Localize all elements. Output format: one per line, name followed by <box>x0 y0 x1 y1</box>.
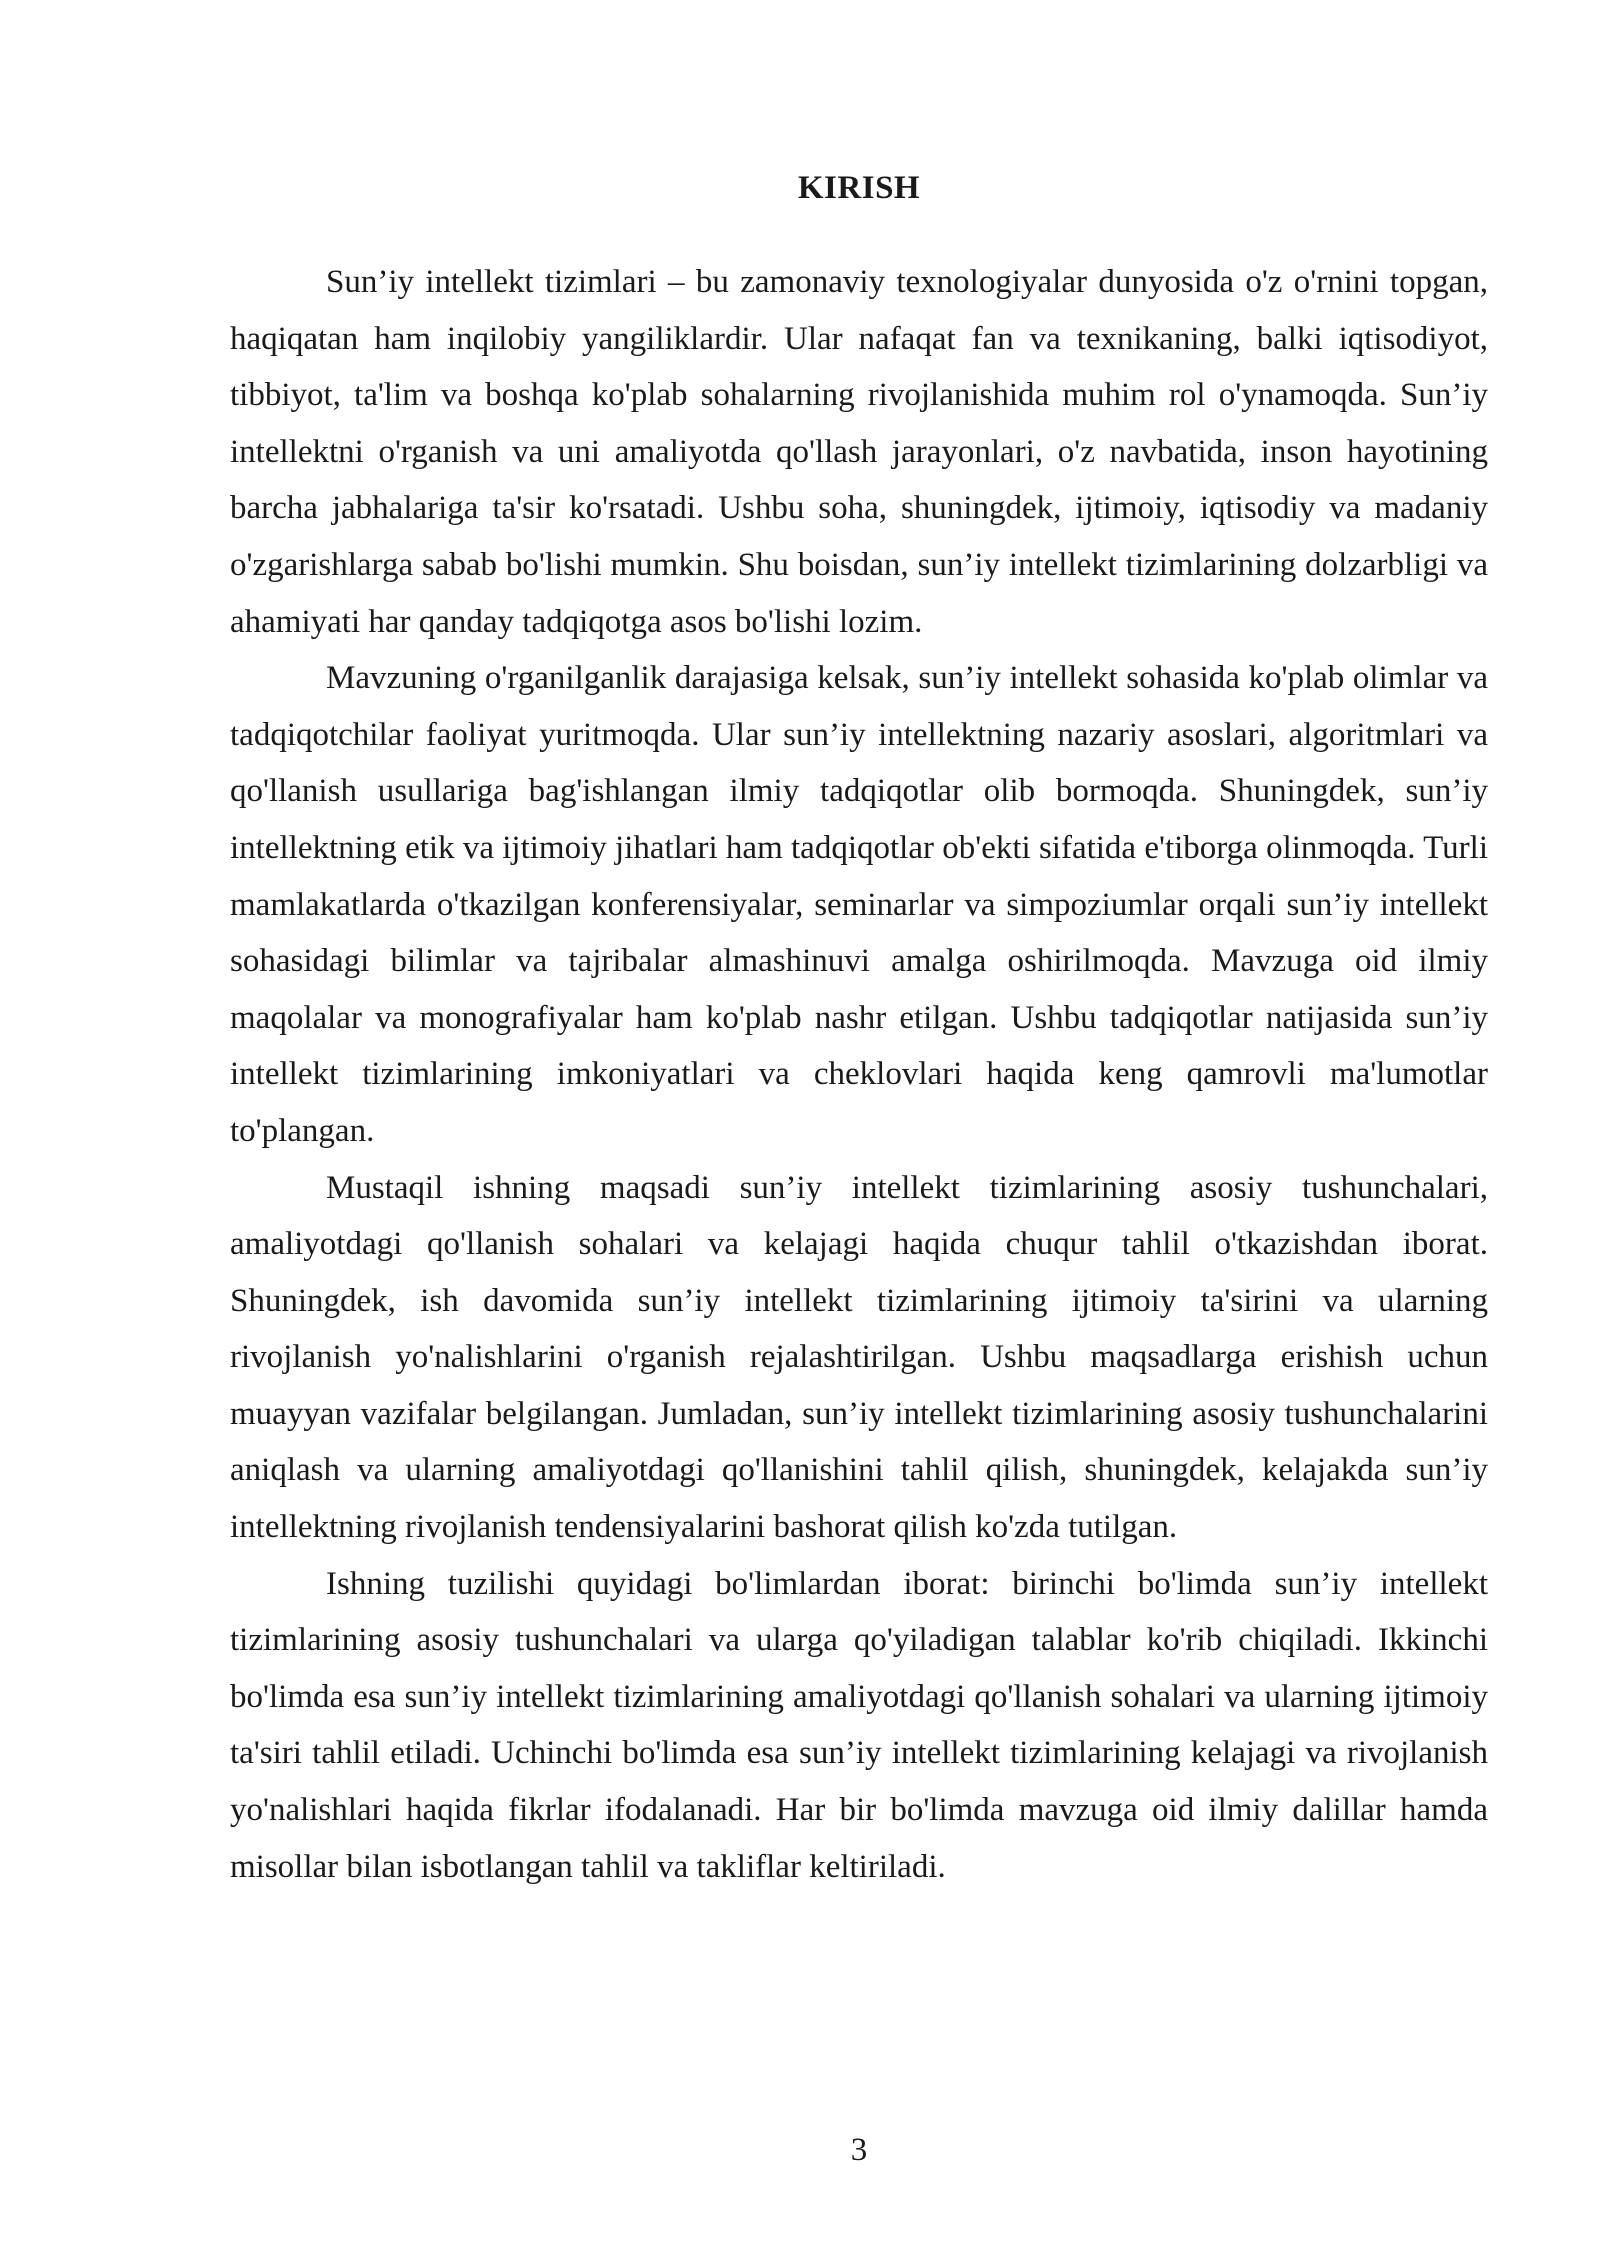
page-number: 3 <box>850 2132 868 2168</box>
paragraph-introduction: Sun’iy intellekt tizimlari – bu zamonaviy texnologiyalar dunyosida o'z o'rnini topgan, haqiqatan ham inqilobiy yangiliklardir. Ular nafaqat fan va texnikaning, balki iqtisodiyot, tibbiyot, ta'lim va boshqa ko'plab sohalarning rivojlanishida muhim rol o'ynamoqda. Sun’iy intellektni o'rganish va uni amaliyotda qo'llash jarayonlari, o'z navbatida, inson hayotining barcha jabhalariga ta'sir ko'rsatadi. Ushbu soha, shuningdek, ijtimoiy, iqtisodiy va madaniy o'zgarishlarga sabab bo'lishi mumkin. Shu boisdan, sun’iy intellekt tizimlarining dolzarbligi va ahamiyati har qanday tadqiqotga asos bo'lishi lozim. <box>230 264 1488 640</box>
body-text <box>230 254 1488 1895</box>
paragraph-structure: Ishning tuzilishi quyidagi bo'limlardan iborat: birinchi bo'limda sun’iy intellekt tizimlarining asosiy tushunchalari va ularga qo'yiladigan talablar ko'rib chiqiladi. Ikkinchi bo'limda esa sun’iy intellekt tizimlarining amaliyotdagi qo'llanish sohalari va ularning ijtimoiy ta'siri tahlil etiladi. Uchinchi bo'limda esa sun’iy intellekt tizimlarining kelajagi va rivojlanish yo'nalishlari haqida fikrlar ifodalanadi. Har bir bo'limda mavzuga oid ilmiy dalillar hamda misollar bilan isbotlangan tahlil va takliflar keltiriladi. <box>230 1565 1488 1885</box>
page-title: KIRISH <box>797 170 921 206</box>
paragraph-goals: Mustaqil ishning maqsadi sun’iy intellekt tizimlarining asosiy tushunchalari, amaliyotdagi qo'llanish sohalari va kelajagi haqida chuqur tahlil o'tkazishdan iborat. Shuningdek, ish davomida sun’iy intellekt tizimlarining ijtimoiy ta'sirini va ularning rivojlanish yo'nalishlarini o'rganish rejalashtirilgan. Ushbu maqsadlarga erishish uchun muayyan vazifalar belgilangan. Jumladan, sun’iy intellekt tizimlarining asosiy tushunchalarini aniqlash va ularning amaliyotdagi qo'llanishini tahlil qilish, shuningdek, kelajakda sun’iy intellektning rivojlanish tendensiyalarini bashorat qilish ko'zda tutilgan. <box>230 1169 1488 1546</box>
paragraph-research-level: Mavzuning o'rganilganlik darajasiga kelsak, sun’iy intellekt sohasida ko'plab olimlar va tadqiqotchilar faoliyat yuritmoqda. Ular sun’iy intellektning nazariy asoslari, algoritmlari va qo'llanish usullariga bag'ishlangan ilmiy tadqiqotlar olib bormoqda. Shuningdek, sun’iy intellektning etik va ijtimoiy jihatlari ham tadqiqotlar ob'ekti sifatida e'tiborga olinmoqda. Turli mamlakatlarda o'tkazilgan konferensiyalar, seminarlar va simpoziumlar orqali sun’iy intellekt sohasidagi bilimlar va tajribalar almashinuvi amalga oshirilmoqda. Mavzuga oid ilmiy maqolalar va monografiyalar ham ko'plab nashr etilgan. Ushbu tadqiqotlar natijasida sun’iy intellekt tizimlarining imkoniyatlari va cheklovlari haqida keng qamrovli ma'lumotlar to'plangan. <box>230 660 1488 1149</box>
